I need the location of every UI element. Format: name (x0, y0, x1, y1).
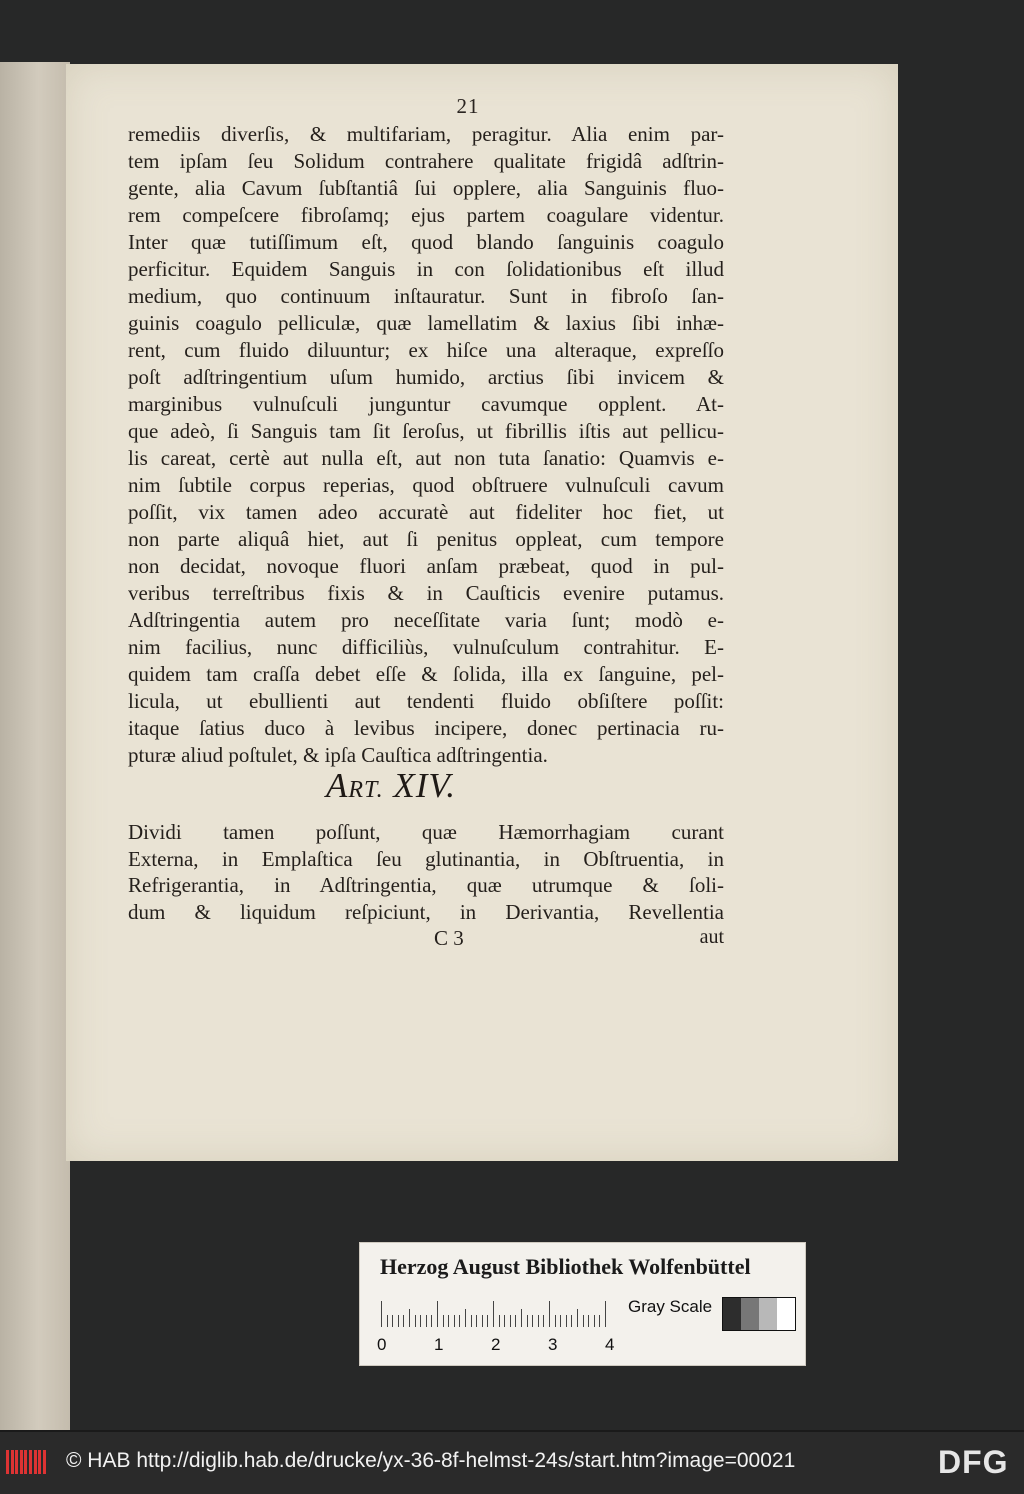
ruler-tick (482, 1315, 483, 1327)
ruler-tick (415, 1315, 416, 1327)
page-number: 21 (456, 94, 480, 118)
text-line: nim facilius, nunc difficiliùs, vulnuſculum contrahitur. E- (128, 635, 724, 659)
ruler-tick (599, 1315, 600, 1327)
text-line: Externa, in Emplaſtica ſeu glutinantia, in Obſtruentia, in (128, 846, 724, 871)
ruler-tick (504, 1315, 505, 1327)
gray-scale-swatches (722, 1297, 796, 1331)
ruler-tick (487, 1315, 488, 1327)
text-line: Inter quæ tutiſſimum eſt, quod blando ſanguinis coagulo (128, 230, 724, 254)
text-line: non decidat, novoque fluori anſam præbeat, quod in pul- (128, 554, 724, 578)
ruler-tick (560, 1315, 561, 1327)
text-line: guinis coagulo pelliculæ, quæ lamellatim & laxius ſibi inhæ- (128, 311, 724, 335)
ruler-tick (403, 1315, 404, 1327)
ruler-number: 2 (491, 1335, 501, 1354)
text-line: Adſtringentia autem pro neceſſitate varia ſunt; modò e- (128, 608, 724, 632)
ruler-tick (431, 1315, 432, 1327)
ruler-tick (443, 1315, 444, 1327)
ruler-tick (454, 1315, 455, 1327)
ruler-number: 1 (434, 1335, 444, 1354)
signature-mark: C 3 (434, 926, 464, 950)
left-facing-page-edge (0, 62, 70, 1442)
text-line: rem compeſcere fibroſamq; ejus partem coagulare videntur. (128, 203, 724, 227)
ruler-tick (571, 1315, 572, 1327)
text-line: Refrigerantia, in Adſtringentia, quæ utrumque & ſoli- (128, 873, 724, 897)
text-line: pturæ aliud poſtulet, & ipſa Cauſtica adſtringentia. (128, 743, 548, 767)
ruler-tick (605, 1301, 606, 1327)
text-line: dum & liquidum reſpiciunt, in Derivantia, Revellentia (128, 899, 724, 924)
text-line: medium, quo continuum inſtauratur. Sunt in fibroſo ſan- (128, 284, 724, 308)
text-line: tem ipſam ſeu Solidum contrahere qualitate frigidâ adſtrin- (128, 149, 724, 173)
gray-scale-label: Gray Scale (628, 1297, 713, 1316)
logo-bar (43, 1450, 46, 1474)
text-line: veribus terreſtribus fixis & in Cauſticis evenire putamus. (128, 581, 724, 605)
footer-url[interactable]: © HAB http://diglib.hab.de/drucke/yx-36-8f-helmst-24s/start.htm?image=00021 (66, 1449, 796, 1472)
heading-numeral: XIV. (383, 766, 457, 805)
text-line: remediis diverſis, & multifariam, peragitur. Alia enim par- (128, 122, 724, 146)
text-line: que adeò, ſi Sanguis tam ſit ſeroſus, ut fibrillis iſtis aut pellicu- (128, 419, 724, 443)
ruler-number: 4 (605, 1335, 615, 1354)
ruler-tick (527, 1315, 528, 1327)
ruler-tick (465, 1309, 466, 1327)
logo-bar (29, 1450, 32, 1474)
ruler-tick (549, 1301, 550, 1327)
logo-bar (38, 1450, 41, 1474)
ruler-tick (420, 1315, 421, 1327)
ruler-tick (499, 1315, 500, 1327)
ruler-tick (398, 1315, 399, 1327)
ruler-tick (392, 1315, 393, 1327)
ruler-tick (538, 1315, 539, 1327)
ruler-tick (515, 1315, 516, 1327)
ruler-tick (532, 1315, 533, 1327)
library-name: Herzog August Bibliothek Wolfenbüttel (380, 1254, 751, 1279)
ruler-tick (387, 1315, 388, 1327)
catchword: aut (699, 926, 724, 948)
text-line: licula, ut ebullienti aut tendenti fluido obſiſtere poſſit: (128, 689, 724, 713)
heading-initial: A (326, 766, 349, 805)
article-heading (326, 766, 626, 806)
ruler-tick (566, 1315, 567, 1327)
text-line: perficitur. Equidem Sanguis in con ſolidationibus eſt illud (128, 257, 724, 281)
text-line: quidem tam craſſa debet eſſe & ſolida, illa ex ſanguine, pel- (128, 662, 724, 686)
ruler-number: 0 (377, 1335, 387, 1354)
viewer-footer (0, 1430, 1024, 1494)
ruler-number: 3 (548, 1335, 558, 1354)
paragraph-one (128, 121, 724, 769)
text-line: poſſit, vix tamen adeo accuratè aut fideliter hoc fiet, ut (128, 500, 724, 524)
ruler-tick (426, 1315, 427, 1327)
ruler-tick (594, 1315, 595, 1327)
logo-bar (34, 1450, 37, 1474)
logo-bar (11, 1450, 14, 1474)
logo-bar (6, 1450, 9, 1474)
ruler-tick (459, 1315, 460, 1327)
ruler-tick (510, 1315, 511, 1327)
gray-swatch (777, 1298, 795, 1330)
ruler-numbers (377, 1335, 627, 1357)
ruler-tick (448, 1315, 449, 1327)
gray-swatch (759, 1298, 777, 1330)
text-line: lis careat, certè aut nulla eſt, aut non tuta ſanatio: Quamvis e- (128, 446, 724, 470)
heading-smallcaps: RT. (348, 777, 384, 803)
text-line: non parte aliquâ hiet, aut ſi penitus oppleat, cum tempore (128, 527, 724, 551)
ruler-tick (437, 1301, 438, 1327)
text-line: nim ſubtile corpus reperias, quod obſtruere vulnuſculi cavum (128, 473, 724, 497)
logo-bar (15, 1450, 18, 1474)
library-color-card (359, 1242, 806, 1366)
logo-bar (20, 1450, 23, 1474)
logo-bar (24, 1450, 27, 1474)
ruler-tick (409, 1309, 410, 1327)
ruler-tick (493, 1301, 494, 1327)
text-line: rent, cum fluido diluuntur; ex hiſce una alteraque, expreſſo (128, 338, 724, 362)
ruler-tick (381, 1301, 382, 1327)
ruler-tick (471, 1315, 472, 1327)
ruler-tick (555, 1315, 556, 1327)
ruler-tick (521, 1309, 522, 1327)
scale-ruler (381, 1301, 606, 1327)
paragraph-two (128, 819, 724, 925)
ruler-tick (583, 1315, 584, 1327)
dfg-logo: DFG (938, 1444, 1009, 1480)
ruler-tick (476, 1315, 477, 1327)
text-line: marginibus vulnuſculi junguntur cavumque opplent. At- (128, 392, 724, 416)
text-line: gente, alia Cavum ſubſtantiâ ſui opplere, alia Sanguinis fluo- (128, 176, 724, 200)
hab-barcode-icon (6, 1450, 48, 1474)
ruler-tick (543, 1315, 544, 1327)
text-line: itaque ſatius duco à levibus incipere, donec pertinacia ru- (128, 716, 724, 740)
gray-swatch (723, 1298, 741, 1330)
ruler-tick (577, 1309, 578, 1327)
text-line: Dividi tamen poſſunt, quæ Hæmorrhagiam curant (128, 820, 724, 844)
gray-swatch (741, 1298, 759, 1330)
ruler-tick (588, 1315, 589, 1327)
text-line: poſt adſtringentium uſum humido, arctius ſibi invicem & (128, 365, 724, 389)
